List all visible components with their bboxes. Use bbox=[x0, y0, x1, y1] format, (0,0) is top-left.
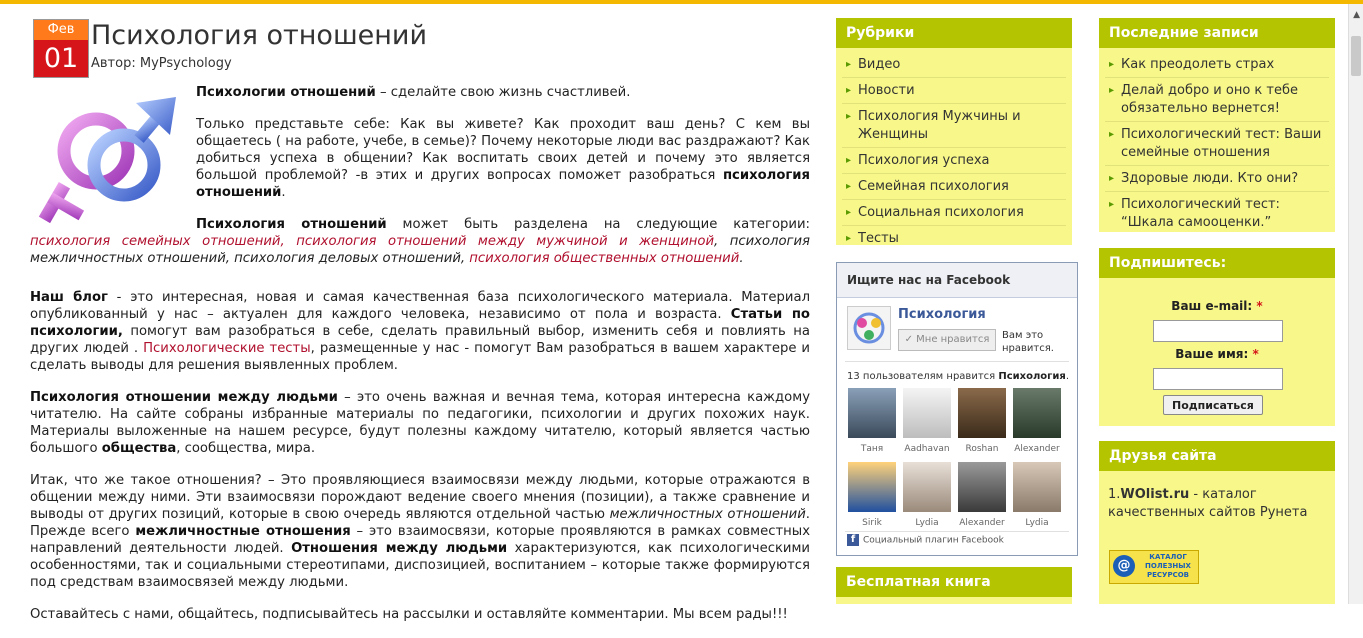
article-paragraph: Психология отношений может быть разделена на следующие категории: психология семейных отношений, психология отношений между мужчиной и женщиной, психология межличностных отношений, психология деловых отношений, психология общественных отношений. bbox=[30, 217, 810, 266]
author-label: Автор: bbox=[91, 56, 136, 71]
rubrics-widget bbox=[836, 18, 1072, 245]
link-man-woman-psychology[interactable]: психология отношений между мужчиной и женщиной bbox=[296, 234, 715, 249]
recent-post-item[interactable]: ▸ Психологический тест: Ваши семейные отношения bbox=[1105, 122, 1329, 166]
post-title[interactable]: Психология отношений bbox=[91, 20, 428, 51]
article-paragraph: Итак, что же такое отношения? – Это проявляющиеся взаимосвязи между людьми, которые отражаются в общении между ними. Эти взаимосвязи порождают ведение своего мнения (позиции), а также сравнение и выводы от других позиций, которые в свою очередь являются отдельной частью межличностных отношений. Прежде всего межличностные отношения – это взаимосвязи, которые проявляются в рамках совместных направлений деятельности людей. Отношения между людьми характеризуются, как психологическими особенностями, так и социальными стереотипами, диспозицией, воспитанием – которые также формируются под средствам взаимосвязей между людьми. bbox=[30, 473, 810, 590]
link-family-psychology[interactable]: психология семейных отношений bbox=[30, 234, 281, 249]
facebook-page-name[interactable]: Психология bbox=[898, 307, 986, 322]
post-author bbox=[91, 56, 232, 71]
free-book-widget bbox=[836, 567, 1072, 604]
scroll-up-arrow-icon[interactable]: ▲ bbox=[1353, 10, 1360, 20]
arrow-right-icon: ▸ bbox=[1109, 173, 1115, 184]
article-body bbox=[30, 84, 810, 638]
facebook-fan-name[interactable]: Lydia bbox=[915, 518, 939, 528]
email-label: Ваш e-mail: * bbox=[1171, 299, 1263, 313]
arrow-right-icon: ▸ bbox=[1109, 59, 1115, 70]
facebook-divider bbox=[845, 531, 1069, 532]
rubrics-title: Рубрики bbox=[836, 18, 1072, 48]
facebook-divider bbox=[845, 361, 1069, 362]
recent-post-item[interactable]: ▸ Психологический тест: “Шкала самооценки.” bbox=[1109, 197, 1280, 230]
post-date-badge bbox=[33, 19, 89, 78]
post-date-month: Фев bbox=[34, 20, 88, 40]
subscribe-button[interactable]: Подписаться bbox=[1163, 395, 1263, 415]
arrow-right-icon: ▸ bbox=[846, 111, 852, 122]
article-paragraph: Только представьте себе: Как вы живете? Как проходит ваш день? С кем вы общаетесь ( на работе, учебе, в семье)? Почему некоторые люди вас раздражают? Как добиться успеха в общении? Как воспитать своих детей и почему это является большой проблемой? -в этих и других вопросах поможет разобраться психология отношений. bbox=[196, 117, 810, 200]
name-label: Ваше имя: * bbox=[1175, 347, 1259, 361]
arrow-right-icon: ▸ bbox=[846, 233, 852, 244]
facebook-fan-name[interactable]: Roshan bbox=[965, 444, 999, 454]
facebook-fan-avatar[interactable] bbox=[958, 462, 1006, 512]
facebook-fan-name[interactable]: Aadhavan bbox=[904, 444, 950, 454]
recent-post-item[interactable]: ▸ Как преодолеть страх bbox=[1105, 52, 1329, 78]
post-date-day: 01 bbox=[34, 40, 88, 77]
facebook-page-avatar[interactable] bbox=[847, 306, 891, 350]
facebook-icon: f bbox=[847, 534, 859, 546]
email-input[interactable] bbox=[1153, 320, 1283, 342]
at-sign-icon: @ bbox=[1113, 555, 1135, 577]
catalog-banner-text: КАТАЛОГ ПОЛЕЗНЫХ РЕСУРСОВ bbox=[1145, 553, 1191, 579]
rubric-item[interactable]: ▸ Тесты bbox=[846, 231, 899, 246]
article-paragraph: Наш блог - это интересная, новая и самая качественная база психологического материала. Материал опубликованный у нас – актуален для каждого человека, независимо от пола и возраста. Статьи по психологии, помогут вам разобраться в себе, сделать правильный выбор, изменить себя и повлиять на других людей . Психологические тесты, размещенные у нас - помогут Вам разобраться в вашем характере и сделать выводы для решения выявленных проблем. bbox=[30, 290, 810, 373]
facebook-likebox bbox=[836, 262, 1078, 556]
arrow-right-icon: ▸ bbox=[846, 181, 852, 192]
link-society[interactable]: общества bbox=[101, 441, 177, 456]
name-input[interactable] bbox=[1153, 368, 1283, 390]
facebook-fan-avatar[interactable] bbox=[903, 462, 951, 512]
top-accent-bar bbox=[0, 0, 1363, 4]
arrow-right-icon: ▸ bbox=[1109, 129, 1115, 140]
rubric-item[interactable]: ▸ Видео bbox=[842, 52, 1066, 78]
facebook-like-count: 13 пользователям нравится Психология. bbox=[847, 371, 1070, 382]
facebook-plugin-footer[interactable]: f Социальный плагин Facebook bbox=[847, 534, 1004, 546]
facebook-fan-avatar[interactable] bbox=[903, 388, 951, 438]
facebook-like-hint: Вам это нравится. bbox=[1002, 330, 1054, 354]
arrow-right-icon: ▸ bbox=[846, 85, 852, 96]
free-book-title: Бесплатная книга bbox=[836, 567, 1072, 597]
rubric-item[interactable]: ▸ Семейная психология bbox=[842, 174, 1066, 200]
facebook-title: Ищите нас на Facebook bbox=[837, 263, 1077, 298]
facebook-fan-avatar[interactable] bbox=[1013, 462, 1061, 512]
facebook-fan-name[interactable]: Таня bbox=[860, 444, 884, 454]
article-paragraph: Психология отношении между людьми – это очень важная и вечная тема, которая интересна каждому читателю. На сайте собраны избранные материалы по педагогики, психологии и других похожих наук. Материалы выложенные на нашем ресурсе, будут полезны каждому читателю, который является частью большого общества, сообщества, мира. bbox=[30, 390, 811, 456]
rubrics-list bbox=[836, 48, 1072, 255]
facebook-fan-name[interactable]: Sirik bbox=[862, 518, 882, 528]
arrow-right-icon: ▸ bbox=[846, 155, 852, 166]
scrollbar-thumb[interactable] bbox=[1351, 36, 1361, 76]
arrow-right-icon: ▸ bbox=[1109, 199, 1115, 210]
rubric-item[interactable]: ▸ Психология Мужчины и Женщины bbox=[842, 104, 1066, 148]
facebook-fan-avatar[interactable] bbox=[848, 388, 896, 438]
arrow-right-icon: ▸ bbox=[846, 59, 852, 70]
facebook-fan-name[interactable]: Alexander bbox=[959, 518, 1005, 528]
facebook-fan-avatar[interactable] bbox=[1013, 388, 1061, 438]
page-scrollbar[interactable] bbox=[1348, 4, 1363, 604]
subscribe-title: Подпишитесь: bbox=[1099, 248, 1335, 278]
rubric-item[interactable]: ▸ Новости bbox=[842, 78, 1066, 104]
recent-post-item[interactable]: ▸ Делай добро и оно к тебе обязательно вернется! bbox=[1105, 78, 1329, 122]
friends-title: Друзья сайта bbox=[1099, 441, 1335, 471]
arrow-right-icon: ▸ bbox=[846, 207, 852, 218]
facebook-fan-avatar[interactable] bbox=[848, 462, 896, 512]
facebook-fan-name[interactable]: Lydia bbox=[1025, 518, 1049, 528]
rubric-item[interactable]: ▸ Социальная психология bbox=[842, 200, 1066, 226]
facebook-fan-name[interactable]: Alexander bbox=[1014, 444, 1060, 454]
article-paragraph: Оставайтесь с нами, общайтесь, подписывайтесь на рассылки и оставляйте комментарии. Мы всем рады!!! bbox=[30, 607, 788, 622]
catalog-banner[interactable] bbox=[1109, 550, 1199, 584]
recent-posts-list bbox=[1099, 48, 1335, 239]
wolist-link[interactable]: WOlist.ru bbox=[1120, 487, 1190, 502]
rubric-item[interactable]: ▸ Психология успеха bbox=[842, 148, 1066, 174]
recent-posts-widget bbox=[1099, 18, 1335, 232]
link-social-psychology[interactable]: психология общественных отношений bbox=[469, 251, 740, 266]
author-name-link[interactable]: MyPsychology bbox=[139, 56, 232, 71]
recent-post-item[interactable]: ▸ Здоровые люди. Кто они? bbox=[1105, 166, 1329, 192]
recent-posts-title: Последние записи bbox=[1099, 18, 1335, 48]
link-psych-tests[interactable]: Психологические тесты bbox=[143, 341, 311, 356]
facebook-like-button[interactable]: ✓ Мне нравится bbox=[898, 329, 996, 351]
facebook-fan-avatar[interactable] bbox=[958, 388, 1006, 438]
friends-entry: 1.WOlist.ru - каталог качественных сайтов Рунета bbox=[1108, 487, 1308, 520]
arrow-right-icon: ▸ bbox=[1109, 85, 1115, 96]
article-paragraph: Психологии отношений – сделайте свою жизнь счастливей. bbox=[196, 85, 631, 100]
